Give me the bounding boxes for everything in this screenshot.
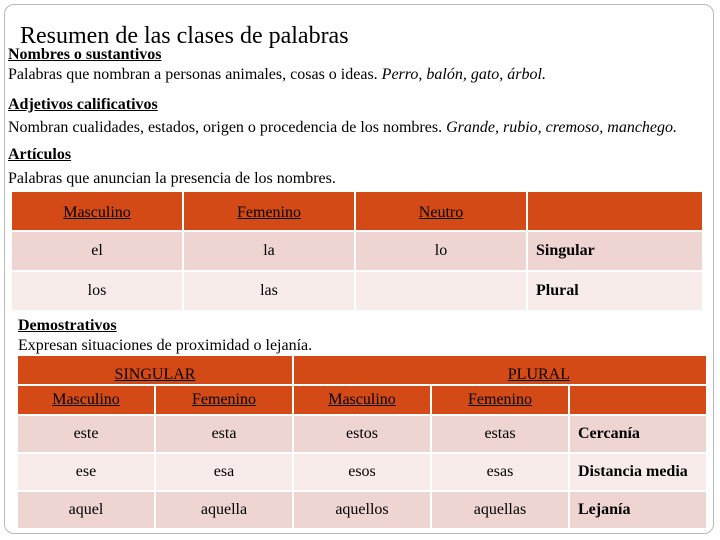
table-row <box>18 416 708 454</box>
header-masculino-plural: Masculino <box>294 386 432 416</box>
adjetivos-text: Nombran cualidades, estados, origen o procedencia de los nombres. <box>8 119 443 136</box>
label-lejania: Lejanía <box>570 492 708 530</box>
label-singular: Singular <box>528 232 704 272</box>
cell-los: los <box>12 272 184 312</box>
articulos-table <box>12 192 704 312</box>
header-masculino: Masculino <box>12 192 184 232</box>
label-plural: Plural <box>528 272 704 312</box>
adjetivos-examples: Grande, rubio, cremoso, manchego. <box>446 119 678 136</box>
adjetivos-paragraph <box>8 117 714 139</box>
adjetivos-heading: Adjetivos calificativos <box>8 96 158 113</box>
table-row <box>18 492 708 530</box>
nombres-heading: Nombres o sustantivos <box>8 46 162 63</box>
nombres-paragraph <box>8 64 568 86</box>
label-distancia-media: Distancia media <box>570 454 708 492</box>
cell-este: este <box>18 416 156 454</box>
cell-la: la <box>184 232 356 272</box>
table-row <box>12 232 704 272</box>
cell-estos: estos <box>294 416 432 454</box>
cell-estas: estas <box>432 416 570 454</box>
header-empty <box>570 386 708 416</box>
table-row <box>18 454 708 492</box>
cell-empty <box>356 272 528 312</box>
header-masculino-singular: Masculino <box>18 386 156 416</box>
cell-esa: esa <box>156 454 294 492</box>
articulos-heading: Artículos <box>8 146 72 163</box>
cell-esta: esta <box>156 416 294 454</box>
cell-las: las <box>184 272 356 312</box>
header-singular: SINGULAR <box>18 356 294 386</box>
cell-ese: ese <box>18 454 156 492</box>
cell-aquel: aquel <box>18 492 156 530</box>
label-cercania: Cercanía <box>570 416 708 454</box>
cell-el: el <box>12 232 184 272</box>
nombres-examples: Perro, balón, gato, árbol. <box>381 66 546 83</box>
articulos-text: Palabras que anuncian la presencia de los nombres. <box>8 170 336 187</box>
demostrativos-table <box>18 356 708 530</box>
header-plural: PLURAL <box>294 356 708 386</box>
demostrativos-heading: Demostrativos <box>18 317 121 335</box>
demostrativos-header-row <box>18 386 708 416</box>
header-empty <box>528 192 704 232</box>
cell-aquella: aquella <box>156 492 294 530</box>
demostrativos-group-row <box>18 356 708 386</box>
header-femenino: Femenino <box>184 192 356 232</box>
cell-esos: esos <box>294 454 432 492</box>
cell-lo: lo <box>356 232 528 272</box>
nombres-text: Palabras que nombran a personas animales, cosas o ideas. <box>8 66 378 83</box>
demostrativos-text: Expresan situaciones de proximidad o lejanía. <box>18 335 316 357</box>
cell-esas: esas <box>432 454 570 492</box>
header-femenino-singular: Femenino <box>156 386 294 416</box>
header-femenino-plural: Femenino <box>432 386 570 416</box>
articulos-header-row <box>12 192 704 232</box>
header-neutro: Neutro <box>356 192 528 232</box>
table-row <box>12 272 704 312</box>
cell-aquellas: aquellas <box>432 492 570 530</box>
page-title: Resumen de las clases de palabras <box>20 23 349 49</box>
cell-aquellos: aquellos <box>294 492 432 530</box>
